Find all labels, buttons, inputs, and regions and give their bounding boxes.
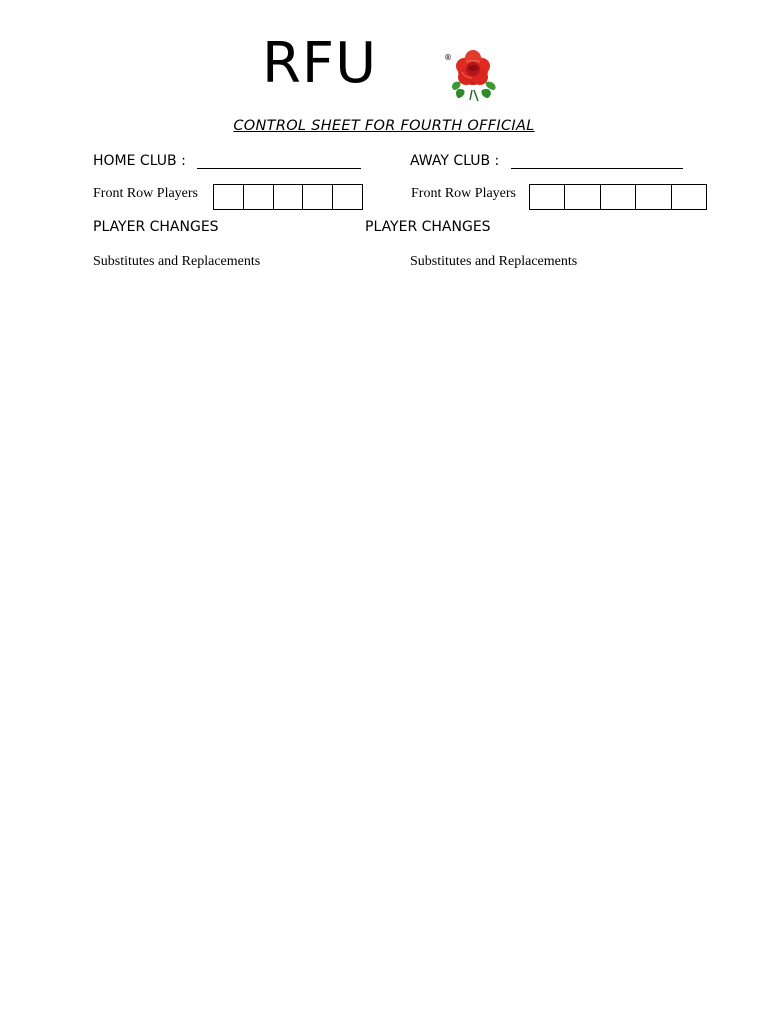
away-front-row-box[interactable] — [636, 185, 671, 209]
home-front-row-label: Front Row Players — [93, 186, 198, 201]
away-club-label: AWAY CLUB : — [410, 153, 500, 169]
home-front-row-boxes — [213, 184, 363, 210]
home-front-row-box[interactable] — [244, 185, 274, 209]
home-front-row-box[interactable] — [333, 185, 362, 209]
away-front-row-box[interactable] — [530, 185, 565, 209]
away-substitutes-label: Substitutes and Replacements — [410, 254, 578, 269]
home-front-row-box[interactable] — [214, 185, 244, 209]
home-front-row-box[interactable] — [274, 185, 304, 209]
sheet-title: CONTROL SHEET FOR FOURTH OFFICIAL — [233, 118, 535, 134]
home-club-field[interactable] — [197, 168, 361, 169]
away-front-row-box[interactable] — [672, 185, 706, 209]
svg-text:®: ® — [444, 53, 452, 62]
home-club-label: HOME CLUB : — [93, 153, 186, 169]
home-front-row-box[interactable] — [303, 185, 333, 209]
away-front-row-boxes — [529, 184, 707, 210]
away-front-row-label: Front Row Players — [411, 186, 516, 201]
home-substitutes-label: Substitutes and Replacements — [93, 254, 261, 269]
away-player-changes-heading: PLAYER CHANGES — [365, 219, 491, 235]
rfu-logo-text: RFU — [262, 31, 378, 96]
rose-icon — [442, 46, 508, 102]
home-player-changes-heading: PLAYER CHANGES — [93, 219, 219, 235]
away-club-field[interactable] — [511, 168, 683, 169]
away-front-row-box[interactable] — [601, 185, 636, 209]
away-front-row-box[interactable] — [565, 185, 600, 209]
